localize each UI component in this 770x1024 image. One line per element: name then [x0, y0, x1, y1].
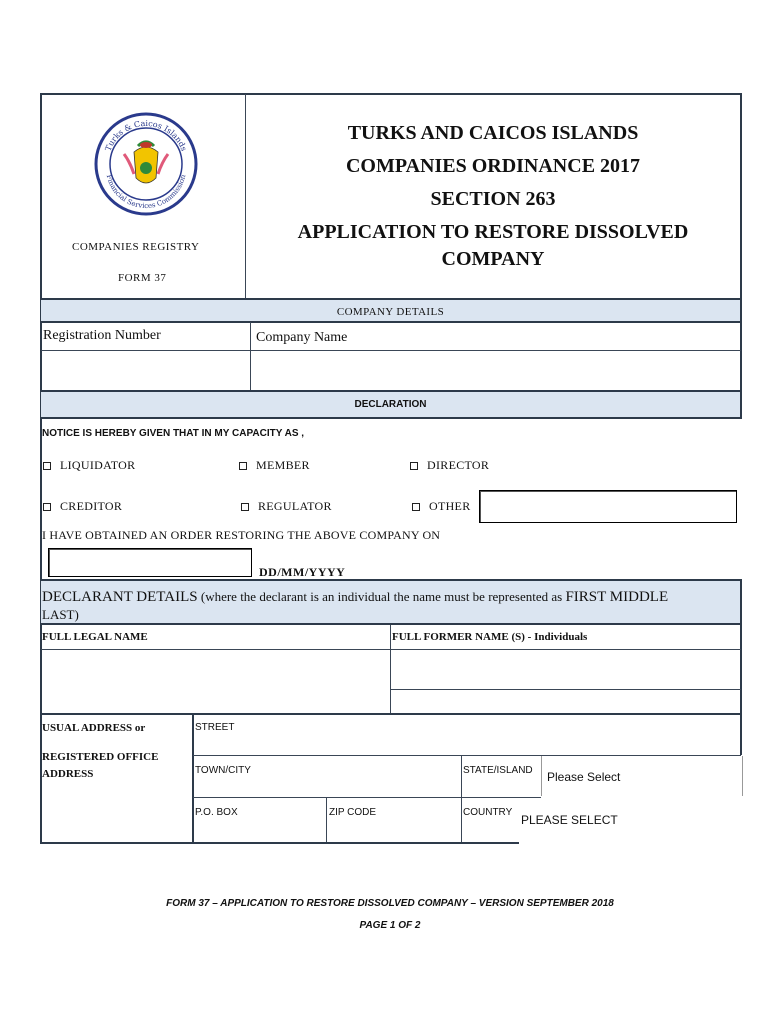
full-former-name-label: FULL FORMER NAME (S) - Individuals: [392, 631, 588, 643]
company-col-divider: [250, 322, 251, 391]
company-details-sep: [40, 321, 742, 323]
checkbox-icon[interactable]: [239, 462, 247, 470]
option-member[interactable]: [239, 458, 310, 473]
registration-number-label: Registration Number: [43, 328, 161, 343]
form-number-label: FORM 37: [118, 272, 167, 284]
registry-label: COMPANIES REGISTRY: [72, 241, 200, 253]
option-other[interactable]: [412, 499, 471, 514]
company-details-heading: COMPANY DETAILS: [336, 306, 445, 318]
option-regulator[interactable]: [241, 499, 332, 514]
name-col-divider: [390, 625, 391, 714]
declaration-heading: DECLARATION: [354, 399, 427, 410]
country-select[interactable]: [519, 798, 741, 844]
town-state-divider: [461, 756, 462, 843]
address-label: [42, 720, 158, 783]
town-city-label: TOWN/CITY: [195, 765, 251, 776]
address-label-line-1: USUAL ADDRESS or: [42, 722, 146, 734]
zip-code-label: ZIP CODE: [329, 807, 377, 818]
other-capacity-input[interactable]: [479, 490, 737, 523]
checkbox-icon[interactable]: [412, 503, 420, 511]
checkbox-icon[interactable]: [410, 462, 418, 470]
company-name-label: Company Name: [256, 330, 348, 345]
header-top-border: [40, 93, 742, 95]
registration-number-field[interactable]: [42, 352, 249, 390]
address-top-border: [40, 713, 742, 715]
street-label: STREET: [195, 722, 235, 733]
po-box-label: P.O. BOX: [195, 807, 238, 818]
address-label-divider: [192, 713, 194, 843]
street-field[interactable]: [240, 716, 738, 754]
declarant-right-border: [740, 579, 742, 715]
option-label: OTHER: [429, 499, 471, 513]
title-line-1: TURKS AND CAICOS ISLANDS: [347, 122, 639, 144]
option-label: REGULATOR: [258, 499, 332, 513]
checkbox-icon[interactable]: [43, 462, 51, 470]
full-legal-name-field[interactable]: [42, 651, 389, 712]
footer-form-version: FORM 37 – APPLICATION TO RESTORE DISSOLVED COMPANY – VERSION SEPTEMBER 2018: [166, 898, 614, 909]
address-label-line-3: ADDRESS: [42, 768, 94, 780]
form-bottom-border: [40, 842, 519, 844]
full-legal-name-label: FULL LEGAL NAME: [42, 631, 148, 643]
option-liquidator[interactable]: [43, 458, 135, 473]
option-label: LIQUIDATOR: [60, 458, 136, 472]
company-header-row-sep: [41, 350, 741, 351]
declarant-heading-tail: FIRST MIDDLE: [565, 589, 669, 605]
option-creditor[interactable]: [43, 499, 122, 514]
header-right-border: [740, 93, 742, 298]
svg-text:Turks & Caicos Islands: Turks & Caicos Islands: [103, 118, 189, 153]
former-name-row-sep: [391, 689, 741, 690]
state-island-select[interactable]: [541, 756, 743, 796]
name-header-sep: [41, 649, 741, 650]
footer-page-number: PAGE 1 OF 2: [359, 920, 421, 931]
notice-text: NOTICE IS HEREBY GIVEN THAT IN MY CAPACITY AS ,: [42, 428, 305, 439]
company-name-field[interactable]: [252, 352, 739, 390]
company-details-top-border: [40, 298, 742, 300]
title-line-5: COMPANY: [441, 248, 545, 270]
declarant-heading-block: [42, 588, 732, 624]
pobox-zip-divider: [326, 797, 327, 843]
declarant-sep: [40, 623, 742, 625]
option-label: DIRECTOR: [427, 458, 490, 472]
date-format-hint: DD/MM/YYYY: [259, 565, 346, 579]
full-former-name-field-2[interactable]: [392, 691, 739, 712]
option-label: CREDITOR: [60, 499, 123, 513]
checkbox-icon[interactable]: [43, 503, 51, 511]
declaration-right-border: [740, 390, 742, 418]
country-label: COUNTRY: [463, 807, 513, 818]
country-value: PLEASE SELECT: [521, 813, 618, 827]
declarant-heading-note: (where the declarant is an individual the name must be represented as: [200, 589, 563, 604]
state-island-label: STATE/ISLAND: [463, 765, 533, 776]
declarant-heading: DECLARANT DETAILS: [42, 589, 198, 605]
option-director[interactable]: [410, 458, 489, 473]
checkbox-icon[interactable]: [241, 503, 249, 511]
full-former-name-field-1[interactable]: [392, 651, 739, 689]
fsc-seal-logo: [94, 112, 198, 216]
title-line-3: SECTION 263: [430, 188, 556, 210]
restore-date-input[interactable]: [48, 548, 252, 577]
title-line-4: APPLICATION TO RESTORE DISSOLVED: [297, 221, 689, 243]
order-statement: I HAVE OBTAINED AN ORDER RESTORING THE ABOVE COMPANY ON: [42, 528, 441, 542]
state-island-value: Please Select: [547, 770, 621, 784]
option-label: MEMBER: [256, 458, 310, 472]
declaration-sep: [40, 417, 742, 419]
town-city-field[interactable]: [260, 758, 458, 796]
company-right-border: [740, 298, 742, 391]
declarant-heading-line2: LAST): [42, 607, 79, 622]
street-right-border: [740, 713, 742, 755]
address-label-line-2: REGISTERED OFFICE: [42, 751, 159, 763]
title-line-2: COMPANIES ORDINANCE 2017: [345, 155, 641, 177]
svg-text:Financial Services Commission: Financial Services Commission: [104, 173, 188, 211]
